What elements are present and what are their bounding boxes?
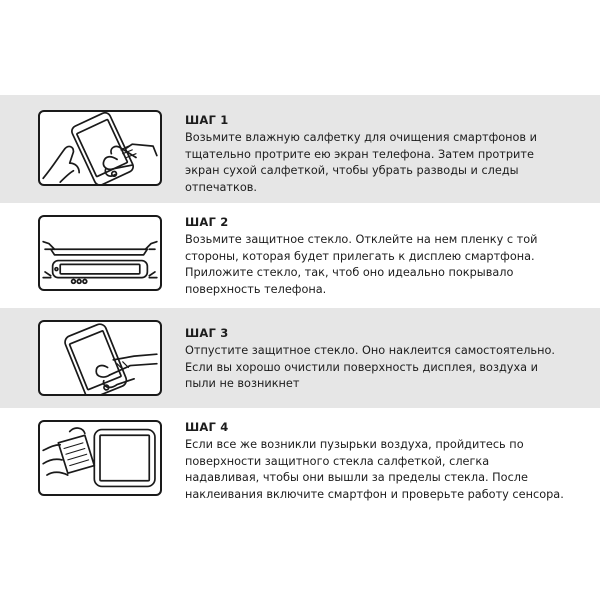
step-title: ШАГ 4 — [185, 420, 229, 434]
step-2-text — [185, 215, 585, 298]
step-3-band — [0, 308, 600, 408]
step-description: Возьмите защитное стекло. Отклейте на нем пленку с той стороны, которая будет прилегать к дисплею смартфона. Приложите стекло, так, чтоб оно идеально покрывало поверхность телефона. — [185, 233, 538, 296]
step-description: Возьмите влажную салфетку для очищения смартфонов и тщательно протрите ею экран телефона. Затем протрите экран сухой салфеткой, чтобы убрать разводы и следы отпечатков. — [185, 131, 538, 194]
step-1-text — [185, 113, 585, 196]
step-2-band — [0, 203, 600, 308]
step-description: Если все же возникли пузырьки воздуха, пройдитесь по поверхности защитного стекла салфеткой, слегка надавливая, чтобы они вышли за пределы стекла. После наклеивания включите смартфон и проверьте работу сенсора. — [185, 438, 564, 501]
step-title: ШАГ 3 — [185, 326, 229, 340]
step-1-band — [0, 95, 600, 203]
step-title: ШАГ 2 — [185, 215, 229, 229]
press-glass-icon — [38, 320, 162, 396]
remove-bubbles-icon — [38, 420, 162, 496]
step-3-text — [185, 326, 585, 393]
apply-glass-icon — [38, 215, 162, 291]
step-title: ШАГ 1 — [185, 113, 229, 127]
step-4-text — [185, 420, 585, 503]
phone-wipe-cloth-icon — [38, 110, 162, 186]
step-description: Отпустите защитное стекло. Оно наклеится самостоятельно. Если вы хорошо очистили поверхность дисплея, воздуха и пыли не возникнет — [185, 344, 555, 390]
step-4-band — [0, 408, 600, 510]
